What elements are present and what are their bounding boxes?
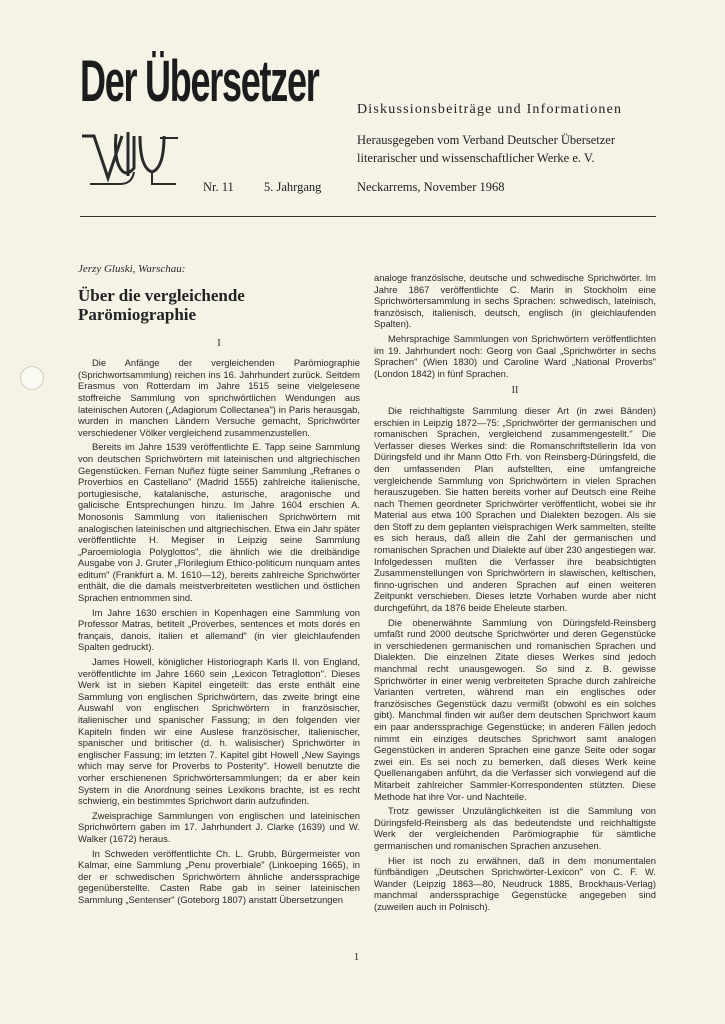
volume-year: 5. Jahrgang <box>264 180 322 194</box>
paragraph: analoge französische, deutsche und schwedische Sprichwörter. Im Jahre 1867 veröffentlichte C. Marin in Stockholm eine Sprichwörtersammlung in sechs Sprachen: schwedisch, lateinisch, französisch, italienisch, deutsch, englisch (in gleichlaufenden Spalten). <box>374 272 656 330</box>
paragraph: Bereits im Jahre 1539 veröffentlichte E. Tapp seine Sammlung von deutschen Sprichwörtern mit lateinischen und altgriechischen Gegenstücken. Fernan Nuñez fügte seiner Sammlung „Refranes o Proverbios en Castellano" (Madrid 1555) zahlreiche italienische, portugiesische, katalanische, asturische, aragonische und galicische Entsprechungen hinzu. Im Jahre 1604 erschien A. Monosonis Sammlung von italienischen Sprichwörtern mit analogischen lateinischen und altgriechischen. Etwa ein Jahr später veröffentlichte H. Megiser in Leipzig seine Sammlung „Paroemiologia Polyglottos", die ähnlich wie die dreibändige Ausgabe von J. Gruter „Florilegium Ethico-politicum nunquam antes editum" (Frankfurt a. M. 1610—12), bereits zahlreiche Sprichwörter enthält, die die damals meistverbreiteten westlichen und östlichen Sprachen entnommen sind. <box>78 441 360 604</box>
punch-hole <box>20 366 44 390</box>
article-title <box>78 286 360 324</box>
paragraph: Die obenerwähnte Sammlung von Düringsfeld-Reinsberg umfaßt rund 2000 deutsche Sprichwörter und deren Gegenstücke in verschiedenen germanischen und romanischen Sprachen und Dialekten. Die einzelnen Zitate dieses Werkes sind jedoch manchmal recht unausgewogen. So sind z. B. gewisse Sprichwörter in einer wenig verbreiteten Sprache durch zahlreiche Varianten vertreten, während man ein englisches oder französisches Gegenstück dazu vermißt (obwohl es ein solches gibt). Manchmal finden wir außer dem deutschen Sprichwort kaum ein paar anderssprachige Gegenstücke; in anderen Fällen jedoch nimmt ein einziges deutsches Sprichwort samt analogen Gegenstücken in anderen Sprachen eine ganze Seite oder sogar zwei ein. Es sei noch zu bemerken, daß dieses Werk keine Quellenangaben anführt, da die Verfasser sich vorwiegend auf die Mitarbeit zahlreicher Sammler-Korrespondenten stützten. Diese Methode hat ihre Vor- und Nachteile. <box>374 616 656 802</box>
section-number-1: I <box>217 337 221 349</box>
publisher-block <box>357 131 615 167</box>
paragraph: Zweisprachige Sammlungen von englischen und lateinischen Sprichwörtern gaben im 17. Jahrhundert J. Clarke (1639) und W. Walker (1672) heraus. <box>78 809 360 844</box>
left-column <box>78 264 360 909</box>
paragraph: Im Jahre 1630 erschien in Kopenhagen eine Sammlung von Professor Matras, betitelt „Proverbes, sentences et mots dorés en français, danois, italien et allemand" (in vier gleichlaufenden Spalten gedruckt). <box>78 606 360 653</box>
paragraph: Die Anfänge der vergleichenden Parömiographie (Sprichwortsammlung) reichen ins 16. Jahrhundert zurück. Seitdem Erasmus von Rotterdam im Jahre 1515 seine vielgelesene stoffreiche Sammlung von sprichwörtlichen Wendungen aus lateinischen Autoren („Adagiorum Collectanea") in Paris herausgab, wurden in manchen Ländern Versuche gemacht, Sprichwörter verschiedener Völker vergleichend zusammenzustellen. <box>78 357 360 438</box>
place-date: Neckarrems, November 1968 <box>357 180 505 194</box>
publisher-line-2: literarischer und wissenschaftlicher Werke e. V. <box>357 151 595 165</box>
page-number: 1 <box>354 952 359 963</box>
article-title-line-2: Parömiographie <box>78 304 197 324</box>
issue-number: Nr. 11 <box>203 180 234 194</box>
masthead-title: Der Übersetzer <box>80 49 319 114</box>
article-title-line-1: Über die vergleichende <box>78 285 245 305</box>
publisher-line-1: Herausgegeben vom Verband Deutscher Übersetzer <box>357 133 615 147</box>
paragraph: James Howell, königlicher Historiograph Karls II. von England, veröffentlichte im Jahre 1660 sein „Lexicon Tetraglotton". Dieses Werk ist in sieben Kapitel eingeteilt: das erste enthält eine Sammlung von englischen Sprichwörtern, das zweite bringt eine Auswahl von englischen Sprichwörtern in französischer, italienischer und spanischer Fassung; in den folgenden vier Kapiteln finden wir eine Auslese französischer, italienischer, spanischer und britischer (d. h. walisischer) Sprichwörter in englischer Fassung; im letzten 7. Kapitel gibt Howell „New Sayings which may serve for Proverbs to Posterity". Howell benutzte die vorher erschienenen Sprichwörtersammlungen; da er aber kein System in die Anordnung seines Lexikons brachte, ist es recht schwierig, ein bestimmtes Sprichwort darin aufzufinden. <box>78 656 360 807</box>
article-author: Jerzy Gluski, Warschau: <box>78 263 186 275</box>
section-number-2: II <box>511 385 519 397</box>
header-divider <box>80 216 656 217</box>
paragraph: Die reichhaltigste Sammlung dieser Art (in zwei Bänden) erschien in Leipzig 1872—75: „Sprichwörter der germanischen und romanischen Sprachen, vergleichend zusammengestellt." Die Verfasser dieses Werkes sind: die Romanschriftstellerin Ida von Düringsfeld und ihr Mann Otto Frh. von Reinsberg-Düringsfeld, die den umfassenden Plan aufstellten, eine umfangreiche vergleichende Sammlung von Sprichwörtern in vielen Sprachen herauszugeben. Sie hatten bereits vorher auf Deutsch eine Reihe nach Themen geordneter Sprichwörter veröffentlicht, wobei sie ihr Material aus etwa 100 Sprachen und Dialekten bezogen. Als sie den Stoff zu dem geplanten vielsprachigen Werk sammelten, stellte es sich heraus, daß allein die Zahl der germanischen und romanischen Sprachen und Dialekte auf über 230 angestiegen war. Infolgedessen mußten die Verfasser ihre beabsichtigten Zusammenstellungen von Sprichwörtern in slawischen, keltischen, finno-ugrischen und anderen Sprachen auf einen weiteren Zeitpunkt verschieben. Dieses letzte Vorhaben wurde aber nicht durchgeführt, da 1876 beide Eheleute starben. <box>374 404 656 614</box>
paragraph: Hier ist noch zu erwähnen, daß in dem monumentalen fünfbändigen „Deutschen Sprichwörter-Lexicon" von C. F. W. Wander (Leipzig 1863—80, Neudruck 1885, Brockhaus-Verlag) manchmal anderssprachige Gegenstücke angegeben sind (zuweilen auch in Polnisch). <box>374 854 656 912</box>
paragraph: Trotz gewisser Unzulänglichkeiten ist die Sammlung von Düringsfeld-Reinsberg als das bedeutendste und reichhaltigste Werk der vergleichenden Parömiographie für sämtliche germanischen und romanischen Sprachen anzusehen. <box>374 805 656 851</box>
right-column <box>374 272 656 915</box>
paragraph: In Schweden veröffentlichte Ch. L. Grubb, Bürgermeister von Kalmar, eine Sammlung „Penu proverbiale" (Linkoeping 1665), in der er schwedischen Sprichwörtern ähnliche anderssprachige gegenüberstellte. Casten Rabe gab in seiner lateinischen Sammlung „Sentenser" (Goteborg 1807) anstatt Übersetzungen <box>78 847 360 905</box>
paragraph: Mehrsprachige Sammlungen von Sprichwörtern veröffentlichten im 19. Jahrhundert noch: Georg von Gaal „Sprichwörter in sechs Sprachen" (Wien 1830) und Caroline Ward „National Proverbs" (London 1842) in fünf Sprachen. <box>374 332 656 379</box>
vdu-logo-icon <box>80 128 180 188</box>
masthead-subtitle: Diskussionsbeiträge und Informationen <box>357 102 623 117</box>
